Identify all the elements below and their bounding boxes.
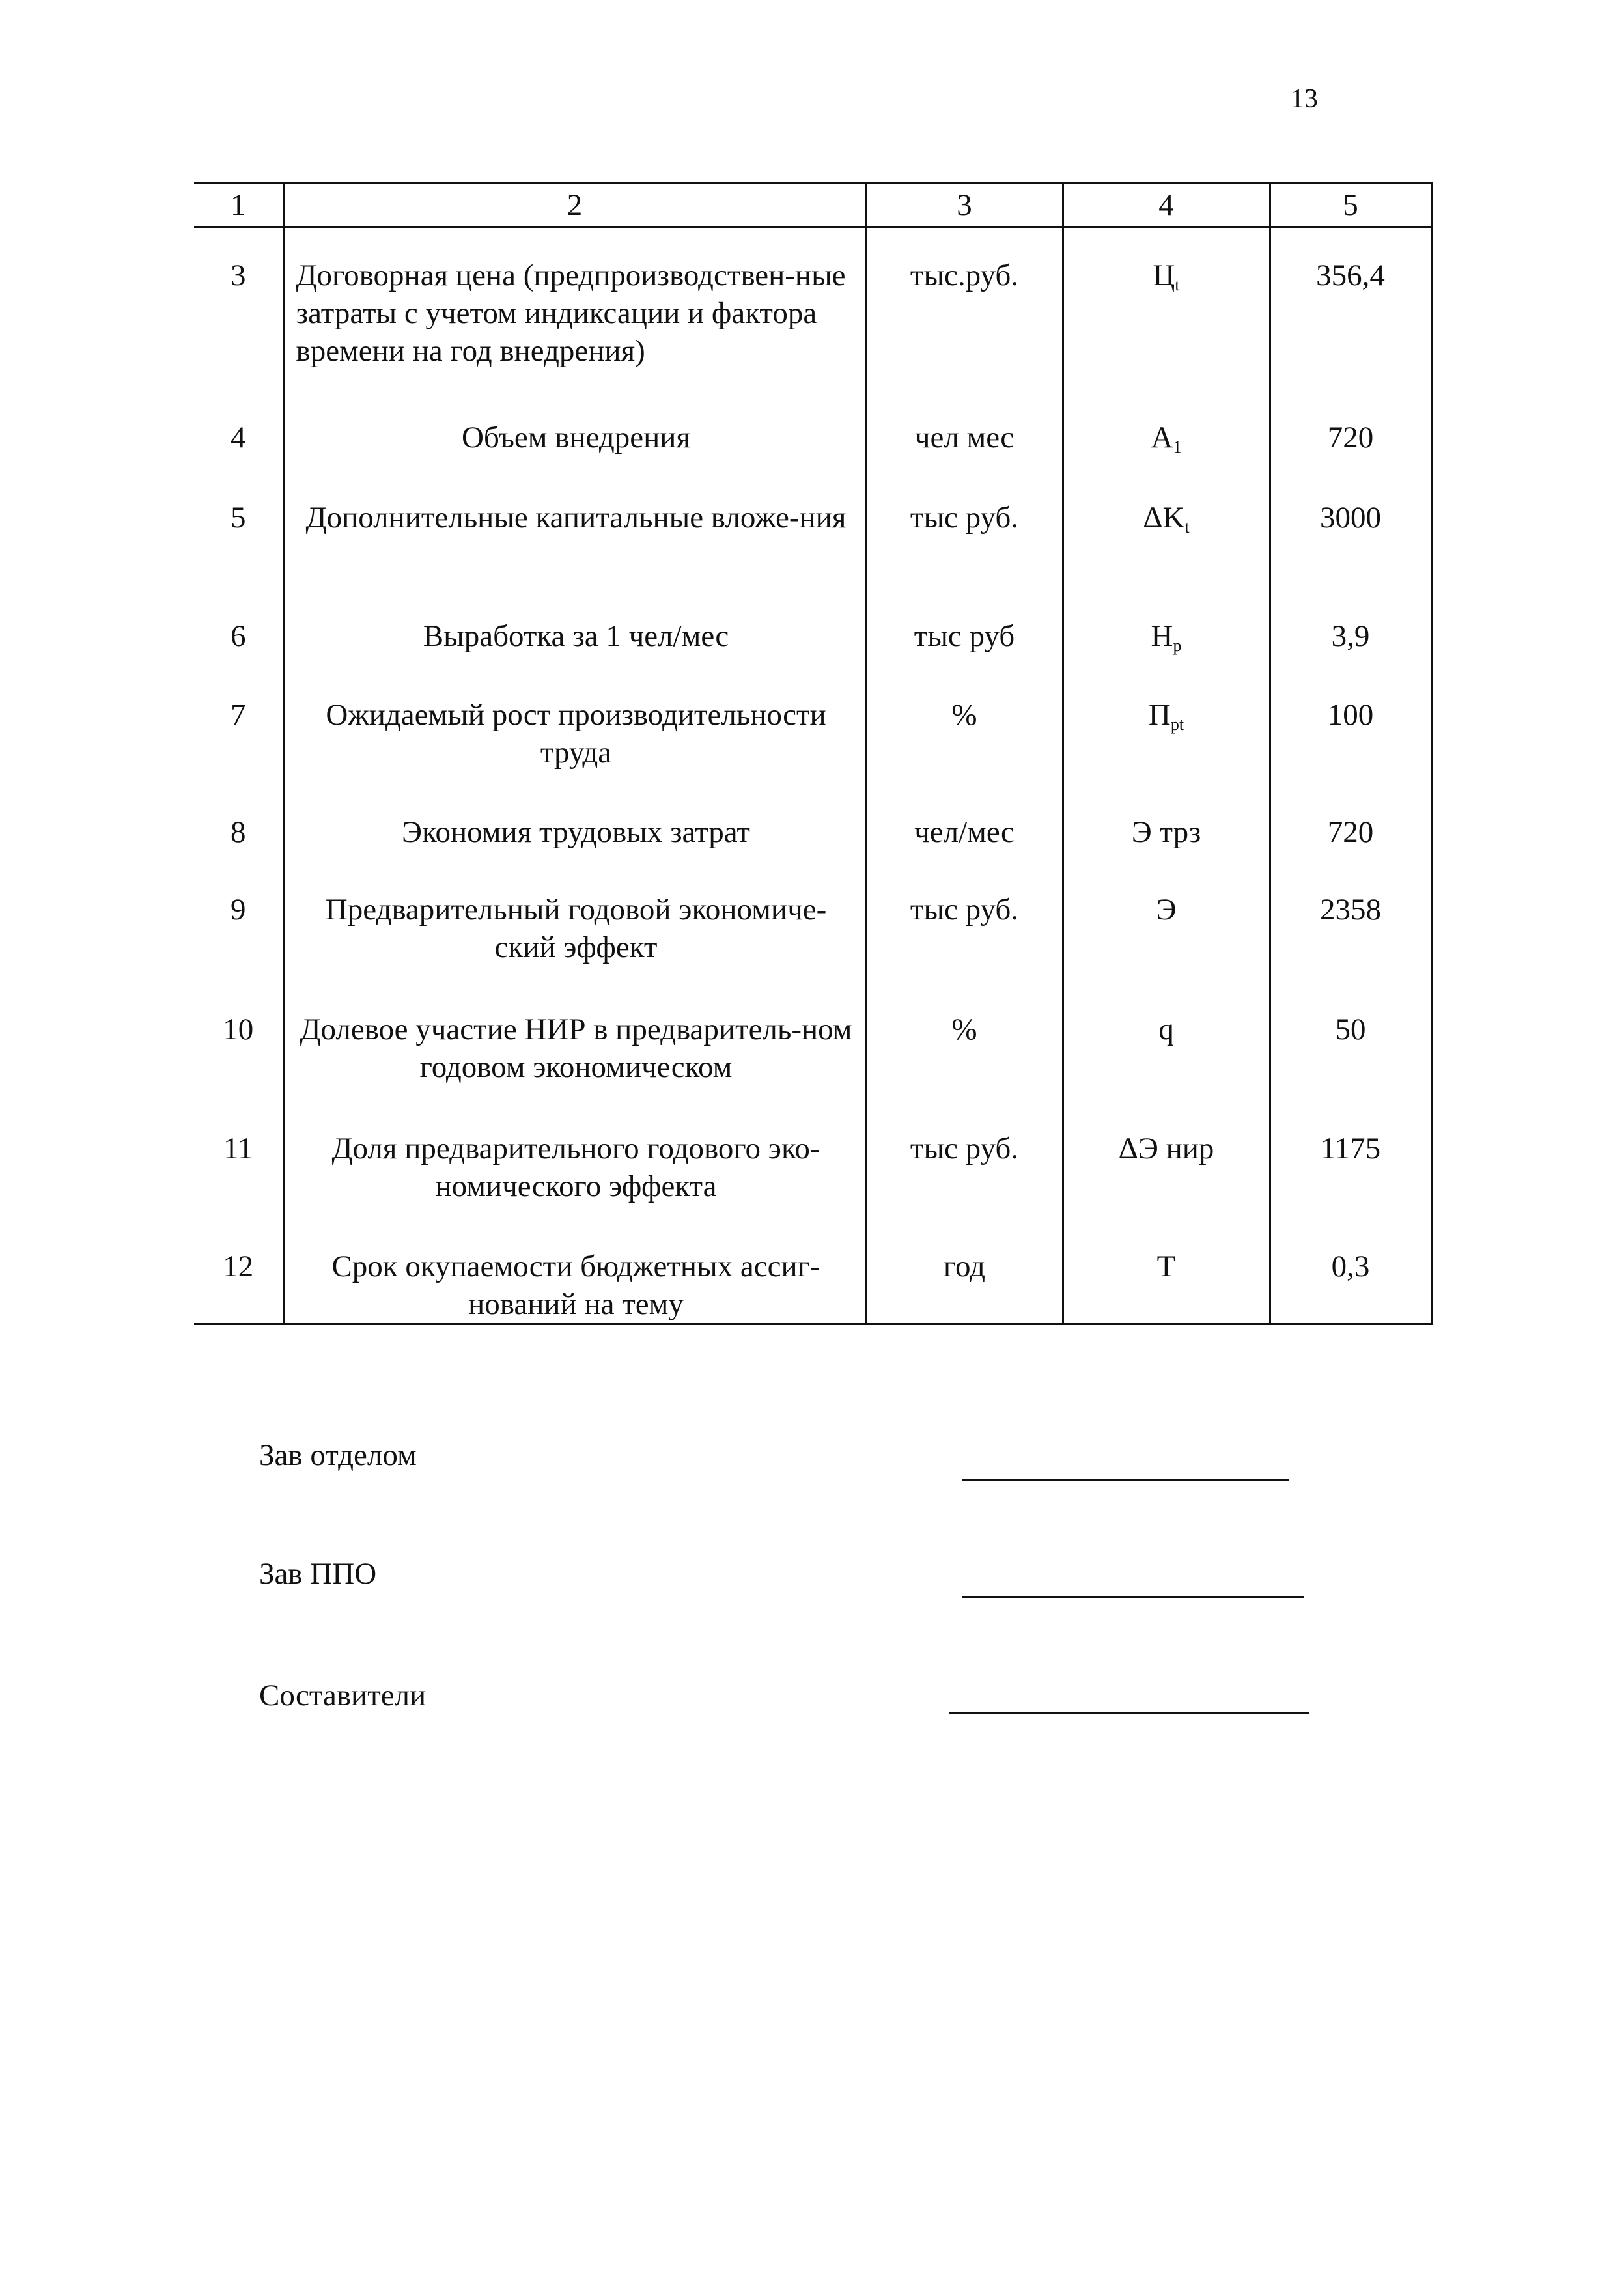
row-symbol: q [1063,1011,1270,1130]
column-header: 1 [194,184,283,227]
row-number: 12 [194,1248,283,1324]
row-value: 100 [1270,696,1431,814]
table-row [194,499,1431,618]
page-number: 13 [1291,84,1318,114]
row-unit: год [866,1248,1063,1324]
row-unit: тыс руб. [866,499,1063,618]
row-description: Предварительный годовой экономиче-ский эффект [283,891,866,1011]
head-of-department-label: Зав отделом [259,1438,417,1472]
row-description: Срок окупаемости бюджетных ассиг-нований на тему [283,1248,866,1324]
table-row [194,1248,1431,1324]
row-description: Ожидаемый рост производительности труда [283,696,866,814]
row-description: Долевое участие НИР в предваритель-ном годовом экономическом [283,1011,866,1130]
row-symbol: ΔЭ нир [1063,1130,1270,1248]
row-number: 4 [231,421,246,455]
row-description: Договорная цена (предпроизводствен-ные затраты с учетом индиксации и фактора времени на год внедрения) [283,227,866,419]
row-value: 3,9 [1270,617,1431,695]
table-row [194,1011,1431,1130]
row-value: 720 [1270,813,1431,890]
row-unit: тыс.руб. [866,227,1063,419]
row-unit: тыс руб. [866,1130,1063,1248]
column-header: 5 [1270,184,1431,227]
head-of-ppo-signature-line [962,1596,1304,1598]
row-number: 9 [231,892,246,927]
head-of-ppo-label: Зав ППО [259,1557,377,1591]
row-value: 720 [1270,419,1431,498]
row-value: 0,3 [1270,1248,1431,1324]
table-row [194,813,1431,890]
row-number: 11 [223,1131,253,1166]
row-unit: тыс руб. [866,891,1063,1011]
row-description: Объем внедрения [283,419,866,498]
row-symbol: $H_p$ [1063,617,1270,695]
column-header: 4 [1063,184,1270,227]
row-value: 50 [1270,1011,1431,1130]
row-description: Доля предварительного годового эко-номического эффекта [283,1130,866,1248]
table-row [194,1130,1431,1248]
row-value: 356,4 [1270,227,1431,419]
row-number: 3 [231,258,246,292]
row-value: 1175 [1270,1130,1431,1248]
row-symbol: Э [1063,891,1270,1011]
row-symbol: T [1063,1248,1270,1324]
row-value: 2358 [1270,891,1431,1011]
row-number: 7 [231,697,246,732]
authors-signature-line [949,1712,1309,1714]
row-unit: тыс руб [866,617,1063,695]
row-symbol: $Ц_t$ [1063,227,1270,419]
row-unit: % [866,1011,1063,1130]
authors-label: Составители [259,1679,427,1712]
row-number: 10 [223,1012,254,1047]
row-unit: % [866,696,1063,814]
row-symbol: $A_1$ [1063,419,1270,498]
table-row [194,891,1431,1011]
row-number: 8 [231,815,246,850]
column-header: 2 [283,184,866,227]
row-symbol: Э трз [1063,813,1270,890]
row-unit: чел/мес [866,813,1063,890]
column-header: 3 [866,184,1063,227]
table-row [194,696,1431,814]
row-description: Дополнительные капитальные вложе-ния [283,499,866,618]
row-unit: чел мес [866,419,1063,498]
head-of-department-signature-line [962,1479,1289,1481]
table-row [194,419,1431,498]
table-header-row [194,184,1431,227]
row-symbol: $\Delta K_t$ [1063,499,1270,618]
row-description: Выработка за 1 чел/мес [283,617,866,695]
row-number: 5 [231,500,246,535]
row-symbol: $П_{pt}$ [1063,696,1270,814]
row-number: 6 [231,619,246,654]
table-row [194,227,1431,419]
economic-indicators-table [194,182,1433,1325]
row-value: 3000 [1270,499,1431,618]
row-description: Экономия трудовых затрат [283,813,866,890]
table-row [194,617,1431,695]
